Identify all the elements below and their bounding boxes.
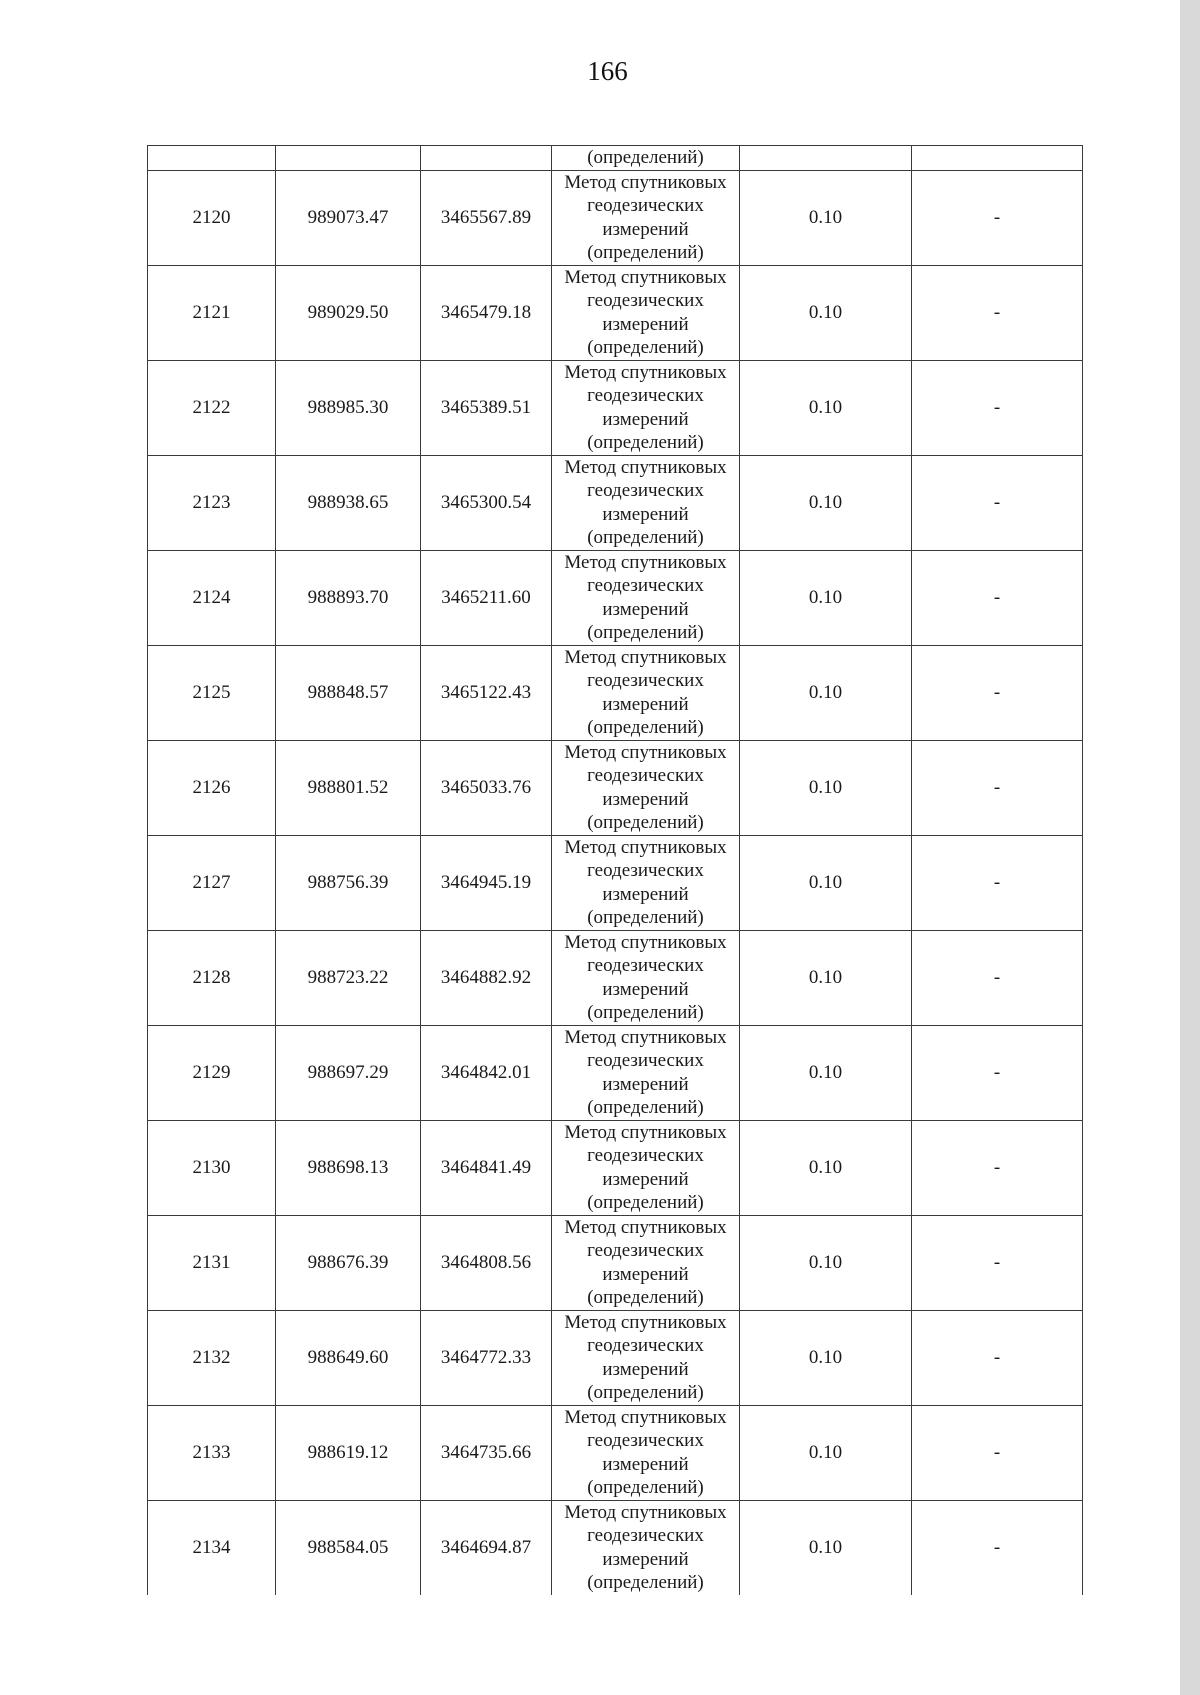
method-line: измерений [602,408,689,430]
method-line: измерений [602,313,689,335]
x-coordinate-cell: 988801.52 [276,740,421,835]
method-cell [552,1500,740,1595]
method-line: (определений) [587,1572,704,1593]
method-line: (определений) [587,812,704,833]
table-row [148,1500,1083,1595]
method-line: Метод спутниковых [564,931,727,953]
method-cell [552,360,740,455]
method-line: Метод спутниковых [564,1216,727,1238]
note-cell: - [912,265,1083,360]
method-cell [552,550,740,645]
x-coordinate-cell: 988698.13 [276,1120,421,1215]
note-cell: - [912,455,1083,550]
method-line: геодезических [587,480,704,501]
y-coordinate-cell: 3464772.33 [421,1310,552,1405]
point-cell: 2126 [148,740,276,835]
method-line: измерений [602,1263,689,1285]
x-coordinate-cell: 988697.29 [276,1025,421,1120]
note-cell: - [912,1215,1083,1310]
coordinates-table [147,145,1083,1595]
x-coordinate-cell: 988619.12 [276,1405,421,1500]
method-line: Метод спутниковых [564,361,727,383]
method-line: Метод спутниковых [564,456,727,478]
note-cell: - [912,835,1083,930]
x-coordinate-cell: 988938.65 [276,455,421,550]
method-line: геодезических [587,1525,704,1546]
y-coordinate-cell: 3464735.66 [421,1405,552,1500]
method-cell [552,1310,740,1405]
method-line: измерений [602,218,689,240]
y-coordinate-cell: 3464808.56 [421,1215,552,1310]
y-coordinate-cell: 3464842.01 [421,1025,552,1120]
point-cell: 2123 [148,455,276,550]
method-line: Метод спутниковых [564,1121,727,1143]
method-cell [552,1215,740,1310]
accuracy-cell: 0.10 [740,1025,912,1120]
method-cell [552,930,740,1025]
method-line: (определений) [587,337,704,358]
accuracy-cell: 0.10 [740,265,912,360]
method-line: измерений [602,503,689,525]
method-cell [552,1405,740,1500]
y-coordinate-cell: 3464841.49 [421,1120,552,1215]
method-line: Метод спутниковых [564,266,727,288]
accuracy-cell: 0.10 [740,930,912,1025]
note-cell: - [912,1405,1083,1500]
method-line: измерений [602,883,689,905]
method-line: геодезических [587,1240,704,1261]
method-line: (определений) [587,622,704,643]
page-number: 166 [587,56,628,86]
x-coordinate-cell: 988584.05 [276,1500,421,1595]
y-coordinate-cell: 3465389.51 [421,360,552,455]
y-coordinate-cell: 3465567.89 [421,170,552,265]
method-cell [552,265,740,360]
continued-accuracy-cell [740,146,912,171]
point-cell: 2132 [148,1310,276,1405]
table-row [148,265,1083,360]
method-cell [552,1120,740,1215]
method-line: (определений) [587,1097,704,1118]
x-coordinate-cell: 988723.22 [276,930,421,1025]
method-line: (определений) [587,242,704,263]
method-line: Метод спутниковых [564,1026,727,1048]
method-line: Метод спутниковых [564,741,727,763]
method-cell [552,835,740,930]
method-line: геодезических [587,575,704,596]
note-cell: - [912,1120,1083,1215]
method-line: (определений) [587,1002,704,1023]
method-line: измерений [602,1168,689,1190]
note-cell: - [912,1500,1083,1595]
x-coordinate-cell: 988848.57 [276,645,421,740]
method-line: (определений) [587,1382,704,1403]
point-cell: 2128 [148,930,276,1025]
x-coordinate-cell: 988756.39 [276,835,421,930]
x-coordinate-cell: 989029.50 [276,265,421,360]
x-coordinate-cell: 988676.39 [276,1215,421,1310]
accuracy-cell: 0.10 [740,1500,912,1595]
table-row [148,930,1083,1025]
method-line: измерений [602,598,689,620]
continued-method-cell: (определений) [552,146,740,171]
point-cell: 2127 [148,835,276,930]
table-row [148,1405,1083,1500]
method-line: измерений [602,693,689,715]
method-line: геодезических [587,955,704,976]
x-coordinate-cell: 988893.70 [276,550,421,645]
method-line: измерений [602,1548,689,1570]
method-line: Метод спутниковых [564,1406,727,1428]
continued-note-cell [912,146,1083,171]
accuracy-cell: 0.10 [740,170,912,265]
point-cell: 2133 [148,1405,276,1500]
note-cell: - [912,645,1083,740]
y-coordinate-cell: 3464882.92 [421,930,552,1025]
method-cell [552,455,740,550]
point-cell: 2131 [148,1215,276,1310]
table-row [148,455,1083,550]
method-line: геодезических [587,1050,704,1071]
method-cell [552,645,740,740]
accuracy-cell: 0.10 [740,1120,912,1215]
method-line: измерений [602,1453,689,1475]
x-coordinate-cell: 989073.47 [276,170,421,265]
table-row [148,170,1083,265]
method-line: (определений) [587,527,704,548]
point-cell: 2129 [148,1025,276,1120]
note-cell: - [912,550,1083,645]
y-coordinate-cell: 3465300.54 [421,455,552,550]
method-line: Метод спутниковых [564,551,727,573]
method-line: геодезических [587,290,704,311]
point-cell: 2121 [148,265,276,360]
note-cell: - [912,1025,1083,1120]
method-line: измерений [602,1358,689,1380]
x-coordinate-cell: 988649.60 [276,1310,421,1405]
continued-y-cell [421,146,552,171]
point-cell: 2124 [148,550,276,645]
x-coordinate-cell: 988985.30 [276,360,421,455]
method-line: геодезических [587,195,704,216]
y-coordinate-cell: 3465033.76 [421,740,552,835]
accuracy-cell: 0.10 [740,645,912,740]
method-line: геодезических [587,385,704,406]
method-line: измерений [602,978,689,1000]
table-row [148,1310,1083,1405]
continued-point-cell [148,146,276,171]
table-row [148,1215,1083,1310]
y-coordinate-cell: 3464945.19 [421,835,552,930]
point-cell: 2134 [148,1500,276,1595]
point-cell: 2130 [148,1120,276,1215]
accuracy-cell: 0.10 [740,835,912,930]
accuracy-cell: 0.10 [740,1405,912,1500]
method-cell [552,1025,740,1120]
method-line: Метод спутниковых [564,1311,727,1333]
note-cell: - [912,740,1083,835]
table-row [148,645,1083,740]
method-line: геодезических [587,1145,704,1166]
table-row [148,1025,1083,1120]
method-line: (определений) [587,432,704,453]
method-line: геодезических [587,670,704,691]
accuracy-cell: 0.10 [740,455,912,550]
method-line: измерений [602,788,689,810]
accuracy-cell: 0.10 [740,740,912,835]
method-line: (определений) [587,1287,704,1308]
y-coordinate-cell: 3465479.18 [421,265,552,360]
y-coordinate-cell: 3464694.87 [421,1500,552,1595]
method-line: (определений) [587,1477,704,1498]
method-cell [552,740,740,835]
method-line: Метод спутниковых [564,646,727,668]
y-coordinate-cell: 3465211.60 [421,550,552,645]
y-coordinate-cell: 3465122.43 [421,645,552,740]
note-cell: - [912,360,1083,455]
method-line: Метод спутниковых [564,171,727,193]
note-cell: - [912,930,1083,1025]
method-line: Метод спутниковых [564,836,727,858]
scan-edge-strip [1180,0,1200,1695]
point-cell: 2125 [148,645,276,740]
coordinates-table-body [148,146,1083,1595]
table-row [148,550,1083,645]
method-line: (определений) [587,717,704,738]
method-line: геодезических [587,1430,704,1451]
continued-x-cell [276,146,421,171]
accuracy-cell: 0.10 [740,1215,912,1310]
table-row [148,835,1083,930]
table-row [148,1120,1083,1215]
method-line: геодезических [587,860,704,881]
note-cell: - [912,1310,1083,1405]
method-line: Метод спутниковых [564,1501,727,1523]
point-cell: 2120 [148,170,276,265]
note-cell: - [912,170,1083,265]
method-line: измерений [602,1073,689,1095]
method-line: (определений) [587,1192,704,1213]
table-row [148,360,1083,455]
table-row [148,740,1083,835]
method-cell [552,170,740,265]
accuracy-cell: 0.10 [740,550,912,645]
accuracy-cell: 0.10 [740,1310,912,1405]
continued-row [148,146,1083,171]
method-line: геодезических [587,1335,704,1356]
accuracy-cell: 0.10 [740,360,912,455]
method-line: (определений) [587,907,704,928]
method-line: геодезических [587,765,704,786]
point-cell: 2122 [148,360,276,455]
